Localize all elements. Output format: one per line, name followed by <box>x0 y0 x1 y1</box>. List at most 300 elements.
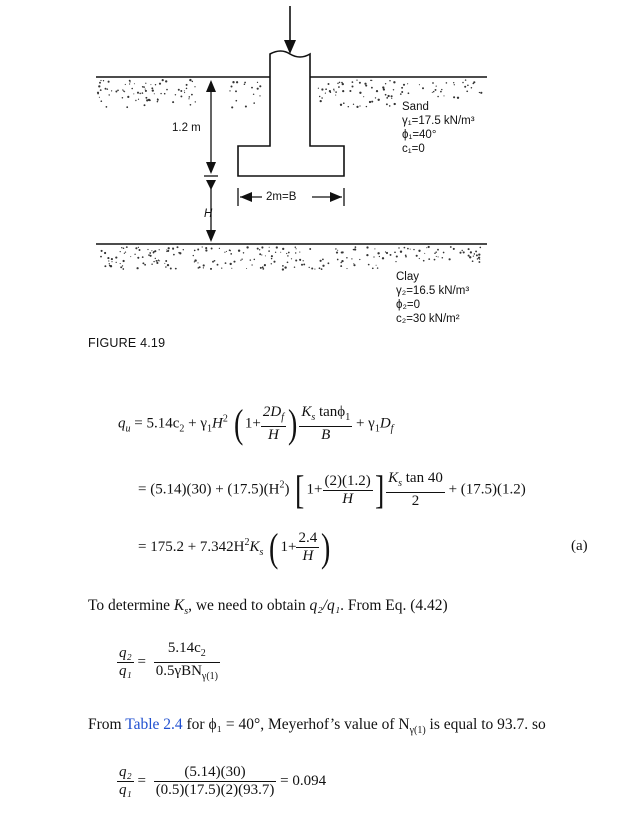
soil-dot <box>99 82 101 84</box>
soil-dot <box>104 252 106 254</box>
soil-dot <box>246 268 247 269</box>
soil-dot <box>120 266 122 268</box>
soil-dot <box>129 80 131 82</box>
soil-dot <box>109 263 110 264</box>
soil-dot <box>359 92 361 94</box>
soil-dot <box>135 100 136 101</box>
table-reference-text: From Table 2.4 for ϕ₁ = 40°, Meyerhof’s value of $N_{\gamma(1)}$ is equal to 93.7. so <box>88 716 546 737</box>
soil-dot <box>340 265 342 267</box>
soil-dot <box>477 258 479 260</box>
soil-dot <box>134 254 135 255</box>
soil-dot <box>104 265 106 267</box>
soil-dot <box>309 267 310 268</box>
soil-dot <box>109 94 110 95</box>
soil-dot <box>329 90 331 92</box>
soil-dot <box>97 92 99 94</box>
soil-dot <box>453 96 455 98</box>
soil-dot <box>322 259 324 261</box>
soil-dot <box>428 258 430 260</box>
soil-dot <box>120 251 121 252</box>
soil-dot <box>157 98 158 99</box>
soil-dot <box>170 268 172 270</box>
ratio-equation-1: $\frac{\text{q₂}}{\text{q₁}}$ = $\frac{5.14c_2}{0.5\gamma BN_{\gamma(1)}}$ <box>119 640 218 682</box>
soil-dot <box>236 81 238 83</box>
soil-dot <box>124 91 125 92</box>
eq1-a: = 5.14c <box>134 415 180 432</box>
soil-dot <box>372 267 374 269</box>
soil-dot <box>370 80 371 81</box>
soil-dot <box>391 95 393 97</box>
eq3-frac: $\frac{2.4}{H}$ <box>298 530 318 564</box>
soil-dot <box>98 85 100 87</box>
soil-dot <box>244 82 246 84</box>
soil-dot <box>287 255 289 257</box>
soil-dot <box>311 267 313 269</box>
soil-dot <box>341 260 343 262</box>
soil-dot <box>162 79 164 81</box>
equation-line-2: = $(5.14)(30) + (17.5)(H^2)$ [ 1+ $\frac{(2)(1.2)}{H}$ ] $\frac{K_s \tan 40}{2}$ + (17.5)(1.2) <box>138 467 526 512</box>
soil-dot <box>178 252 180 254</box>
soil-dot <box>355 246 357 248</box>
soil-dot <box>186 88 188 90</box>
soil-dot <box>126 106 128 108</box>
soil-dot <box>371 101 373 103</box>
depth-label: 1.2 m <box>172 122 201 134</box>
soil-dot <box>184 92 185 93</box>
soil-dot <box>309 248 311 250</box>
soil-dot <box>301 264 303 266</box>
soil-dot <box>422 87 424 89</box>
soil-dot <box>205 249 207 251</box>
soil-dot <box>407 248 409 250</box>
soil-dot <box>389 80 390 81</box>
soil-dot <box>441 89 442 90</box>
soil-dot <box>235 90 237 92</box>
soil-dot <box>424 253 425 254</box>
soil-dot <box>400 251 402 253</box>
soil-dot <box>230 250 231 251</box>
soil-dot <box>243 252 244 253</box>
soil-dot <box>295 252 296 253</box>
soil-dot <box>394 103 396 105</box>
soil-dot <box>190 104 192 106</box>
soil-dot <box>184 90 185 91</box>
soil-dot <box>480 92 482 94</box>
soil-dot <box>123 248 125 250</box>
soil-dot <box>342 83 344 85</box>
soil-dot <box>375 97 376 98</box>
soil-dot <box>453 82 454 83</box>
soil-dot <box>376 265 377 266</box>
soil-dot <box>188 98 189 99</box>
soil-dot <box>125 251 126 252</box>
soil-dot <box>99 97 100 98</box>
soil-dot <box>108 81 110 83</box>
soil-dot <box>363 96 364 97</box>
equation-line-1: $q_u = 5.14c_2 + \gamma_1H^2$ ( 1+ $\frac{2D_f}{H}$ ) $\frac{K_s \tan\phi_1}{B}$ + $\gamma_1D_f$ <box>118 401 394 446</box>
soil-dot <box>385 83 386 84</box>
soil-dot <box>265 255 266 256</box>
soil-dot <box>126 246 128 248</box>
soil-dot <box>334 90 335 91</box>
soil-dot <box>197 249 199 251</box>
soil-dot <box>319 267 321 269</box>
soil-dot <box>433 91 435 93</box>
soil-dot <box>261 254 262 255</box>
soil-dot <box>478 253 480 255</box>
eq2-frac: $\frac{(2)(1.2)}{H}$ <box>324 472 371 507</box>
soil-dot <box>459 252 461 254</box>
soil-dot <box>106 106 108 108</box>
soil-dot <box>339 82 341 84</box>
soil-dot <box>454 84 455 85</box>
soil-dot <box>142 92 144 94</box>
equation-line-3: = $175.2 + 7.342H^2K_s$ ( 1+ $\frac{2.4}{H}$ ) <box>138 524 331 570</box>
soil-dot <box>103 80 104 81</box>
soil-dot <box>259 253 261 255</box>
soil-dot <box>225 262 227 264</box>
ratio-equation-2: $\frac{\text{q₂}}{\text{q₁}}$ = $\frac{(5.14)(30)}{(0.5)(17.5)(2)(93.7)}$ = 0.094 <box>119 764 327 798</box>
soil-dot <box>389 105 391 107</box>
h-label: H <box>204 208 213 220</box>
soil-dot <box>142 262 144 264</box>
soil-dot <box>383 88 385 90</box>
soil-dot <box>288 252 290 254</box>
soil-dot <box>117 89 119 91</box>
soil-dot <box>436 256 437 257</box>
soil-dot <box>369 101 371 103</box>
soil-dot <box>366 106 367 107</box>
soil-dot <box>382 257 384 259</box>
soil-dot <box>408 92 410 94</box>
soil-dot <box>413 249 414 250</box>
soil-dot <box>168 247 170 249</box>
soil-dot <box>212 261 214 263</box>
soil-dot <box>164 93 166 95</box>
soil-dot <box>321 268 323 270</box>
soil-dot <box>166 249 167 250</box>
soil-dot <box>129 81 130 82</box>
soil-dot <box>303 263 305 265</box>
soil-dot <box>286 253 287 254</box>
soil-dot <box>359 259 360 260</box>
soil-dot <box>284 266 286 268</box>
soil-dot <box>100 80 101 81</box>
soil-dot <box>404 247 406 249</box>
soil-dot <box>368 264 370 266</box>
soil-dot <box>203 264 205 266</box>
soil-dot <box>352 81 354 83</box>
soil-dot <box>156 260 158 262</box>
soil-dot <box>166 89 168 91</box>
soil-dot <box>246 246 248 248</box>
soil-dot <box>147 249 148 250</box>
determine-ks-text: To determine $K_s$, we need to obtain q₂/q₁. From Eq. (4.42) <box>88 597 448 618</box>
soil-dot <box>396 255 398 257</box>
eq1-b: + γ <box>184 415 207 432</box>
soil-dot <box>245 105 247 107</box>
soil-dot <box>142 86 144 88</box>
soil-dot <box>203 267 204 268</box>
soil-dot <box>435 251 437 253</box>
soil-dot <box>271 263 272 264</box>
soil-dot <box>356 79 357 80</box>
soil-dot <box>343 102 345 104</box>
soil-dot <box>342 251 344 253</box>
soil-dot <box>157 101 159 103</box>
soil-dot <box>154 250 156 252</box>
soil-dot <box>416 255 418 257</box>
soil-dot <box>230 85 232 87</box>
soil-dot <box>446 82 448 84</box>
soil-dot <box>364 83 366 85</box>
soil-dot <box>100 100 102 102</box>
soil-dot <box>122 260 124 262</box>
soil-dot <box>121 247 122 248</box>
soil-dot <box>403 84 405 86</box>
soil-dot <box>463 251 465 253</box>
soil-dot <box>470 251 472 253</box>
soil-dot <box>155 84 156 85</box>
soil-dot <box>125 84 126 85</box>
soil-dot <box>419 258 420 259</box>
soil-dot <box>382 86 384 88</box>
soil-dot <box>210 268 212 270</box>
foundation-diagram <box>0 0 644 345</box>
soil-dot <box>296 248 297 249</box>
soil-dot <box>401 87 403 89</box>
soil-dot <box>142 256 144 258</box>
soil-dot <box>473 255 474 256</box>
soil-dot <box>376 90 378 92</box>
soil-dot <box>442 257 444 259</box>
soil-dot <box>122 89 123 90</box>
soil-dot <box>195 101 196 102</box>
soil-dot <box>186 84 188 86</box>
soil-dot <box>165 80 167 82</box>
soil-dot <box>387 95 389 97</box>
soil-dot <box>475 250 477 252</box>
soil-dot <box>336 252 338 254</box>
soil-dot <box>262 268 264 270</box>
soil-dot <box>253 102 255 104</box>
soil-dot <box>175 94 176 95</box>
soil-dot <box>197 262 198 263</box>
soil-dot <box>354 248 356 250</box>
soil-dot <box>232 81 234 83</box>
soil-dot <box>235 100 237 102</box>
soil-dot <box>478 257 480 259</box>
soil-dot <box>366 254 368 256</box>
soil-dot <box>333 89 334 90</box>
soil-dot <box>231 268 232 269</box>
soil-dot <box>194 86 195 87</box>
soil-dot <box>466 90 468 92</box>
soil-dot <box>145 97 147 99</box>
clay-title: Clay <box>396 271 420 283</box>
soil-dot <box>453 248 455 250</box>
soil-dot <box>474 254 475 255</box>
soil-dot <box>401 91 403 93</box>
soil-dot <box>260 267 262 269</box>
soil-dot <box>351 85 353 87</box>
eq1-k-frac: $\frac{K_s \tan\phi_1}{B}$ <box>301 404 351 443</box>
soil-dot <box>282 248 284 250</box>
soil-dot <box>173 254 175 256</box>
soil-dot <box>229 90 230 91</box>
soil-dot <box>319 96 320 97</box>
soil-dot <box>240 260 241 261</box>
soil-dot <box>432 82 434 84</box>
soil-dot <box>303 260 304 261</box>
soil-dot <box>469 256 471 258</box>
equation-tag: (a) <box>571 538 588 554</box>
soil-dot <box>379 256 380 257</box>
soil-dot <box>335 95 336 96</box>
soil-dot <box>111 90 112 91</box>
soil-dot <box>435 89 437 91</box>
soil-dot <box>457 97 459 99</box>
soil-dot <box>393 81 395 83</box>
soil-dot <box>335 248 336 249</box>
soil-dot <box>342 90 344 92</box>
soil-dot <box>437 96 439 98</box>
soil-dot <box>374 248 375 249</box>
soil-dot <box>276 246 278 248</box>
figure-caption: FIGURE 4.19 <box>88 336 166 350</box>
soil-dot <box>180 90 182 92</box>
soil-dot <box>275 252 276 253</box>
soil-dot <box>230 253 232 255</box>
soil-dot <box>371 87 373 89</box>
soil-dot <box>172 101 174 103</box>
soil-dot <box>337 259 339 261</box>
soil-dot <box>464 86 466 88</box>
soil-dot <box>105 88 107 90</box>
soil-dot <box>100 89 102 91</box>
soil-dot <box>109 265 111 267</box>
soil-dot <box>337 83 338 84</box>
soil-dot <box>135 247 137 249</box>
soil-dot <box>244 83 246 85</box>
soil-dot <box>192 81 194 83</box>
soil-dot <box>295 247 296 248</box>
soil-dot <box>101 250 103 252</box>
soil-dot <box>211 248 213 250</box>
soil-dot <box>385 251 386 252</box>
soil-dot <box>156 262 158 264</box>
soil-dot <box>143 86 145 88</box>
soil-dot <box>167 264 169 266</box>
soil-dot <box>264 264 266 266</box>
soil-dot <box>100 256 102 258</box>
soil-dot <box>139 93 141 95</box>
soil-dot <box>139 249 141 251</box>
soil-dot <box>151 250 152 251</box>
table-2-4-link[interactable]: Table 2.4 <box>125 716 183 733</box>
soil-dot <box>282 265 284 267</box>
soil-dot <box>138 99 139 100</box>
clay-phi: ϕ₂=0 <box>396 299 421 311</box>
soil-dot <box>365 85 367 87</box>
soil-dot <box>124 253 125 254</box>
soil-dot <box>115 91 117 93</box>
soil-dot <box>440 91 442 93</box>
soil-dot <box>328 83 330 85</box>
soil-dot <box>217 264 219 266</box>
soil-dot <box>144 104 146 106</box>
soil-dot <box>319 260 321 262</box>
soil-dot <box>151 87 153 89</box>
soil-dot <box>268 250 270 252</box>
soil-dot <box>479 92 480 93</box>
soil-dot <box>340 104 342 106</box>
soil-dot <box>346 257 348 259</box>
soil-dot <box>149 252 151 254</box>
soil-dot <box>250 259 251 260</box>
soil-dot <box>287 261 289 263</box>
soil-dot <box>198 267 200 269</box>
soil-dot <box>148 254 150 256</box>
soil-dot <box>405 256 407 258</box>
sand-phi: ϕ₁=40° <box>402 129 437 141</box>
soil-dot <box>449 258 451 260</box>
soil-dot <box>479 247 481 249</box>
soil-dot <box>378 99 380 101</box>
soil-dot <box>111 261 112 262</box>
soil-dot <box>145 83 146 84</box>
soil-dot <box>353 104 354 105</box>
soil-dot <box>461 250 462 251</box>
soil-dot <box>251 87 253 89</box>
soil-dot <box>321 88 323 90</box>
soil-dot <box>271 255 273 257</box>
soil-dot <box>273 261 275 263</box>
soil-dot <box>127 96 129 98</box>
soil-dot <box>377 252 379 254</box>
footing <box>238 51 344 176</box>
soil-dot <box>393 89 394 90</box>
soil-dot <box>178 89 180 91</box>
soil-dot <box>116 262 117 263</box>
soil-dot <box>353 264 355 266</box>
soil-dot <box>325 93 326 94</box>
soil-dot <box>261 246 263 248</box>
soil-dot <box>107 257 109 259</box>
soil-dot <box>282 268 284 270</box>
soil-dot <box>359 105 360 106</box>
soil-dot <box>320 100 322 102</box>
soil-dot <box>158 259 159 260</box>
soil-dot <box>262 266 264 268</box>
soil-dot <box>400 93 402 95</box>
soil-dot <box>238 250 240 252</box>
soil-dot <box>359 82 361 84</box>
soil-dot <box>202 246 203 247</box>
soil-dot <box>259 249 260 250</box>
soil-dot <box>426 247 427 248</box>
soil-dot <box>165 260 167 262</box>
soil-dot <box>214 260 216 262</box>
soil-dot <box>172 248 174 250</box>
soil-dot <box>134 83 135 84</box>
soil-dot <box>191 94 193 96</box>
soil-dot <box>144 264 146 266</box>
soil-dot <box>280 252 281 253</box>
soil-dot <box>377 267 378 268</box>
soil-dot <box>373 256 374 257</box>
soil-dot <box>221 267 222 268</box>
